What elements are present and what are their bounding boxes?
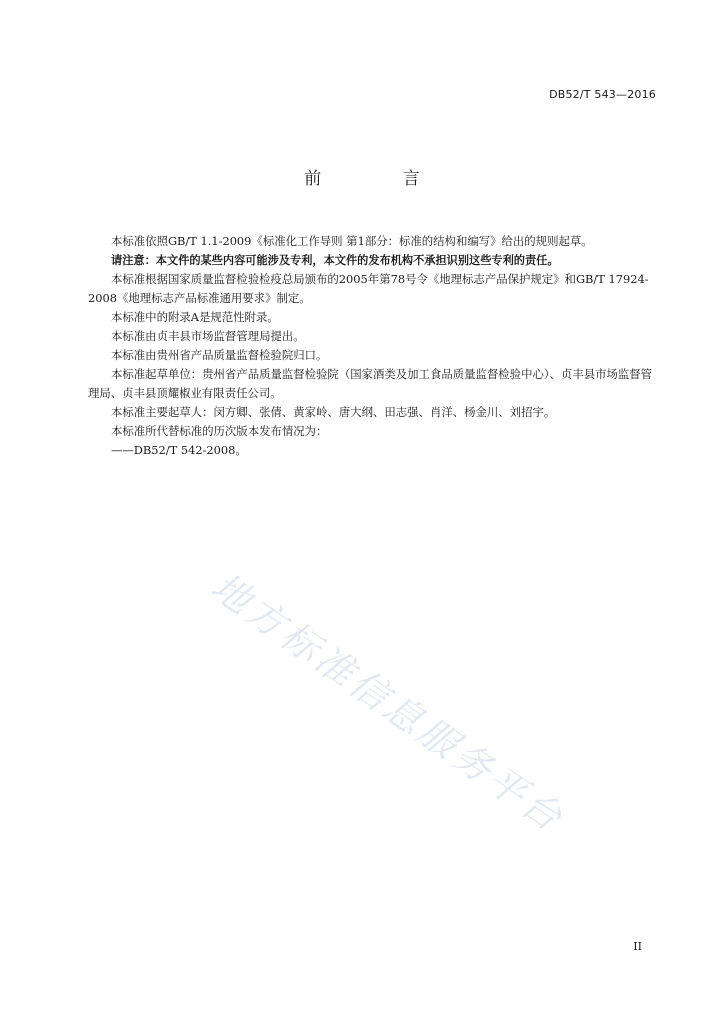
- paragraph-basis: 本标准根据国家质量监督检验检疫总局颁布的2005年第78号令《地理标志产品保护规定》和GB/T 17924-2008《地理标志产品标准通用要求》制定。: [88, 272, 649, 305]
- page-number: II: [633, 940, 642, 953]
- paragraph-history-item: ——DB52/T 542-2008。: [111, 443, 247, 457]
- paragraph-drafting-rules: 本标准依照GB/T 1.1-2009《标准化工作导则 第1部分：标准的结构和编写》给出的规则起草。: [111, 234, 593, 248]
- paragraph-drafting-units: 本标准起草单位：贵州省产品质量监督检验院（国家酒类及加工食品质量监督检验中心）、贞丰县市场监督管理局、贞丰县顶耀椒业有限责任公司。: [88, 367, 653, 400]
- paragraph-patent-notice: 请注意：本文件的某些内容可能涉及专利，本文件的发布机构不承担识别这些专利的责任。: [111, 254, 559, 267]
- document-code: DB52/T 543—2016: [549, 88, 656, 101]
- paragraph-centralized: 本标准由贵州省产品质量监督检验院归口。: [111, 348, 328, 362]
- watermark: 地方标准信息服务平台: [203, 564, 573, 842]
- paragraph-appendix: 本标准中的附录A是规范性附录。: [111, 310, 279, 324]
- page-title: 前 言: [304, 169, 458, 189]
- preface-body: [88, 232, 660, 460]
- paragraph-history-intro: 本标准所代替标准的历次版本发布情况为：: [111, 424, 328, 438]
- paragraph-proposer: 本标准由贞丰县市场监督管理局提出。: [111, 329, 305, 343]
- paragraph-drafters: 本标准主要起草人：闵方卿、张倩、黄家岭、唐大纲、田志强、肖洋、杨金川、刘招宇。: [111, 405, 556, 419]
